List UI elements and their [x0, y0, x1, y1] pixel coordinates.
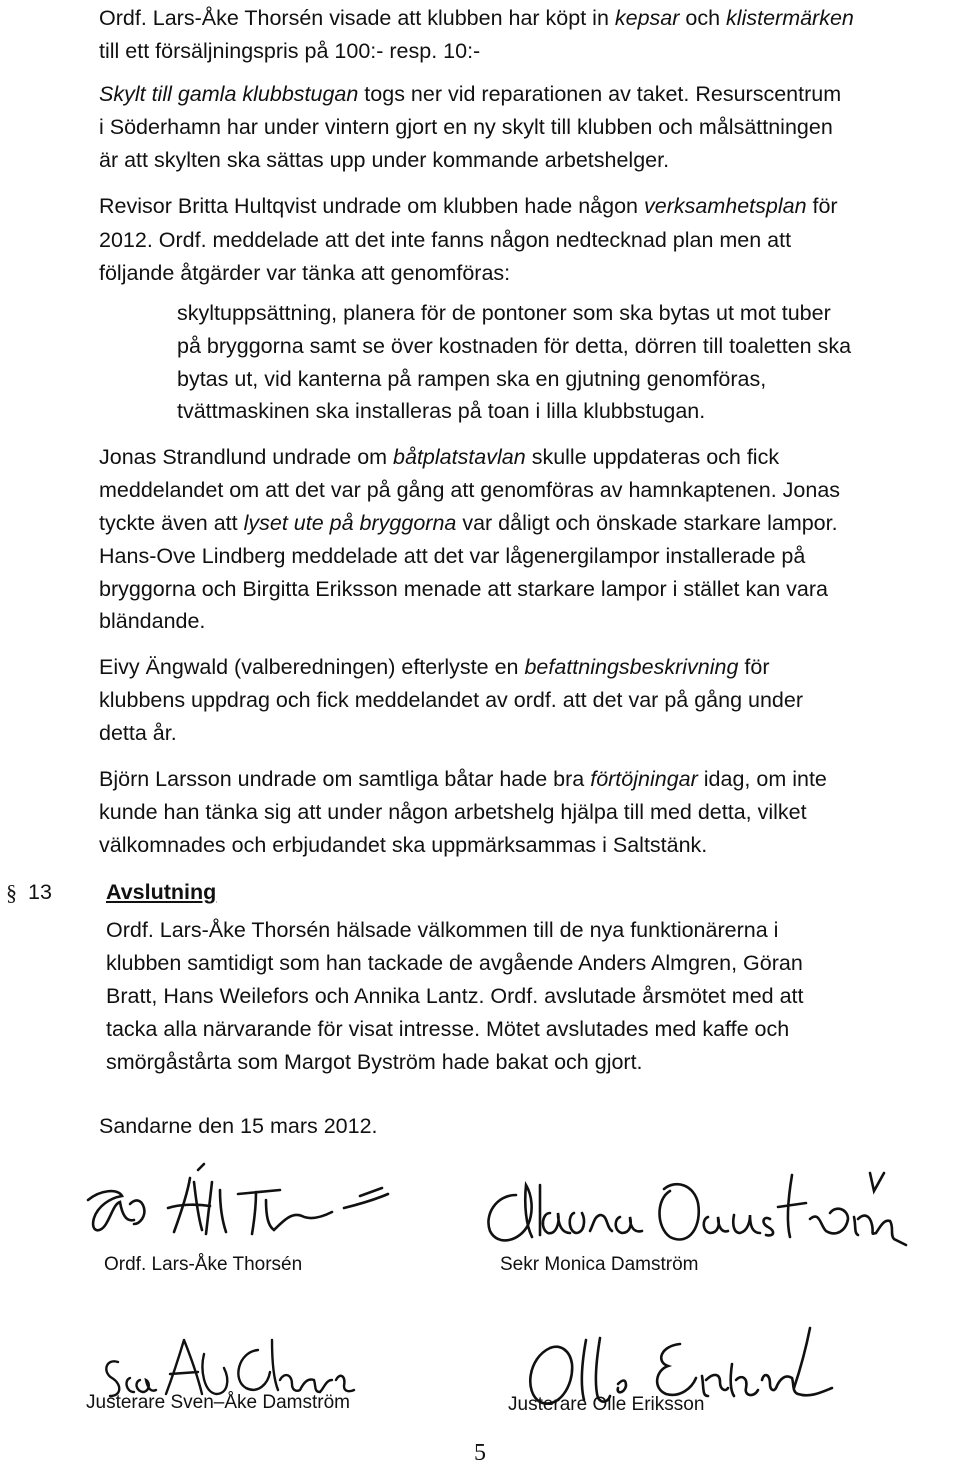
text-run: Björn Larsson undrade om samtliga båtar hade bra [99, 767, 591, 791]
text-line: detta år. [99, 721, 177, 745]
text-line: bryggorna och Birgitta Eriksson menade att starkare lampor i stället kan vara [99, 577, 828, 601]
text-run: för [806, 194, 838, 218]
text-line: Ordf. Lars-Åke Thorsén hälsade välkommen till de nya funktionärerna i [106, 918, 779, 942]
date-line: Sandarne den 15 mars 2012. [99, 1114, 378, 1138]
text-line [99, 190, 838, 223]
text-line: bländande. [99, 609, 206, 633]
signature-thorsen [70, 1160, 400, 1255]
text-line: Hans-Ove Lindberg meddelade att det var lågenergilampor installerade på [99, 544, 806, 568]
italic-term: verksamhetsplan [644, 194, 807, 218]
text-run: tyckte även att [99, 511, 244, 535]
text-line: tacka alla närvarande för visat intresse. Mötet avslutades med kaffe och [106, 1017, 790, 1041]
text-line: är att skylten ska sättas upp under kommande arbetshelger. [99, 148, 670, 172]
text-line: i Söderhamn har under vintern gjort en ny skylt till klubben och målsättningen [99, 115, 833, 139]
text-line: på bryggorna samt se över kostnaden för detta, dörren till toaletten ska [177, 334, 852, 358]
text-run: och [679, 6, 727, 30]
text-run: för [738, 655, 770, 679]
text-line: klubbens uppdrag och fick meddelandet av ordf. att det var på gång under [99, 688, 803, 712]
italic-term: befattningsbeskrivning [524, 655, 739, 679]
text-line: smörgåstårta som Margot Byström hade bakat och gjort. [106, 1050, 643, 1074]
signature-label: Justerare Sven–Åke Damström [86, 1392, 350, 1413]
text-line: följande åtgärder var tänka att genomföras: [99, 261, 511, 285]
text-line: Bratt, Hans Weilefors och Annika Lantz. Ordf. avslutade årsmötet med att [106, 984, 804, 1008]
italic-term: Skylt till gamla klubbstugan [99, 82, 359, 106]
text-line: tvättmaskinen ska installeras på toan i lilla klubbstugan. [177, 399, 706, 423]
text-line: klubben samtidigt som han tackade de avgående Anders Almgren, Göran [106, 951, 803, 975]
italic-term: lyset ute på bryggorna [243, 511, 457, 535]
text-run: idag, om inte [697, 767, 827, 791]
text-run: Eivy Ängwald (valberedningen) efterlyste en [99, 655, 525, 679]
italic-term: båtplatstavlan [393, 445, 526, 469]
section-heading: Avslutning [106, 880, 217, 904]
signature-label: Sekr Monica Damström [500, 1254, 699, 1275]
italic-term: klistermärken [726, 6, 854, 30]
text-line: till ett försäljningspris på 100:- resp. 10:- [99, 39, 481, 63]
text-run: Revisor Britta Hultqvist undrade om klubben hade någon [99, 194, 644, 218]
text-line [99, 441, 779, 474]
text-line [99, 763, 827, 796]
text-line [99, 78, 841, 111]
text-line [99, 2, 854, 35]
text-run: Jonas Strandlund undrade om [99, 445, 394, 469]
text-line: kunde han tänka sig att under någon arbetshelg hjälpa till med detta, vilket [99, 800, 807, 824]
text-run: Ordf. Lars-Åke Thorsén visade att klubben har köpt in [99, 6, 615, 30]
text-line: skyltuppsättning, planera för de pontoner som ska bytas ut mot tuber [177, 301, 831, 325]
italic-term: förtöjningar [590, 767, 698, 791]
text-line [99, 651, 770, 684]
text-line: bytas ut, vid kanterna på rampen ska en gjutning genomföras, [177, 367, 767, 391]
italic-term: kepsar [614, 6, 680, 30]
text-line: meddelandet om att det var på gång att genomföras av hamnkaptenen. Jonas [99, 478, 841, 502]
text-line: välkomnades och erbjudandet ska uppmärksammas i Saltstänk. [99, 833, 708, 857]
text-line [99, 507, 838, 540]
signature-monica-damstrom [470, 1155, 930, 1265]
signature-label: Justerare Olle Eriksson [508, 1394, 705, 1415]
section-number: 13 [28, 880, 52, 904]
text-run: skulle uppdateras och fick [525, 445, 780, 469]
signature-label: Ordf. Lars-Åke Thorsén [104, 1254, 303, 1275]
text-line: 2012. Ordf. meddelade att det inte fanns någon nedtecknad plan men att [99, 228, 792, 252]
section-symbol: § [6, 880, 17, 905]
text-run: togs ner vid reparationen av taket. Resurscentrum [358, 82, 842, 106]
page-number: 5 [474, 1440, 486, 1466]
text-run: var dåligt och önskade starkare lampor. [456, 511, 838, 535]
